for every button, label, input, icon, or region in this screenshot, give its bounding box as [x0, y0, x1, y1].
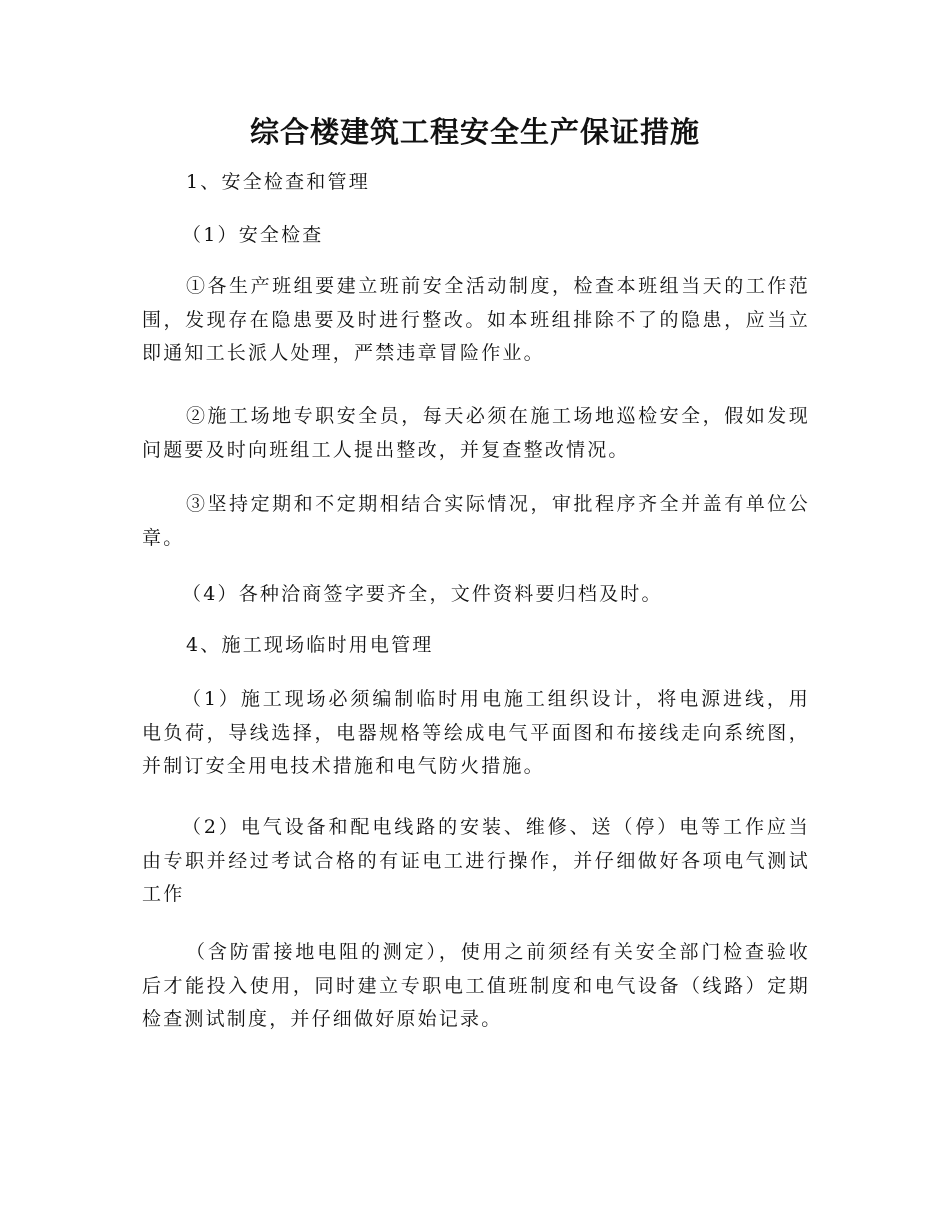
section-heading-4: 4、施工现场临时用电管理: [186, 634, 434, 656]
paragraph-item-2: ②施工场地专职安全员，每天必须在施工场地巡检安全，假如发现问题要及时向班组工人提出整改，并复查整改情况。: [142, 405, 810, 461]
document-title: 综合楼建筑工程安全生产保证措施: [249, 115, 700, 149]
paragraph-item-1: ①各生产班组要建立班前安全活动制度，检查本班组当天的工作范围，发现存在隐患要及时进行整改。如本班组排除不了的隐患，应当立即通知工长派人处理，严禁违章冒险作业。: [142, 275, 810, 364]
paragraph-item-3: ③坚持定期和不定期相结合实际情况，审批程序齐全并盖有单位公章。: [142, 493, 810, 549]
section-heading-1: 1、安全检查和管理: [186, 171, 370, 193]
paragraph-electric-2: （2）电气设备和配电线路的安装、维修、送（停）电等工作应当由专职并经过考试合格的有证电工进行操作，并仔细做好各项电气测试工作: [142, 816, 810, 905]
paragraph-electric-1: （1）施工现场必须编制临时用电施工组织设计，将电源进线，用电负荷，导线选择，电器规格等绘成电气平面图和布接线走向系统图，并制订安全用电技术措施和电气防火措施。: [142, 688, 810, 777]
paragraph-electric-2-continued: （含防雷接地电阻的测定），使用之前须经有关安全部门检查验收后才能投入使用，同时建立专职电工值班制度和电气设备（线路）定期检查测试制度，并仔细做好原始记录。: [142, 941, 810, 1030]
paragraph-item-4: （4）各种洽商签字要齐全，文件资料要归档及时。: [182, 583, 663, 605]
subsection-heading-safety-check: （1）安全检查: [182, 224, 324, 246]
